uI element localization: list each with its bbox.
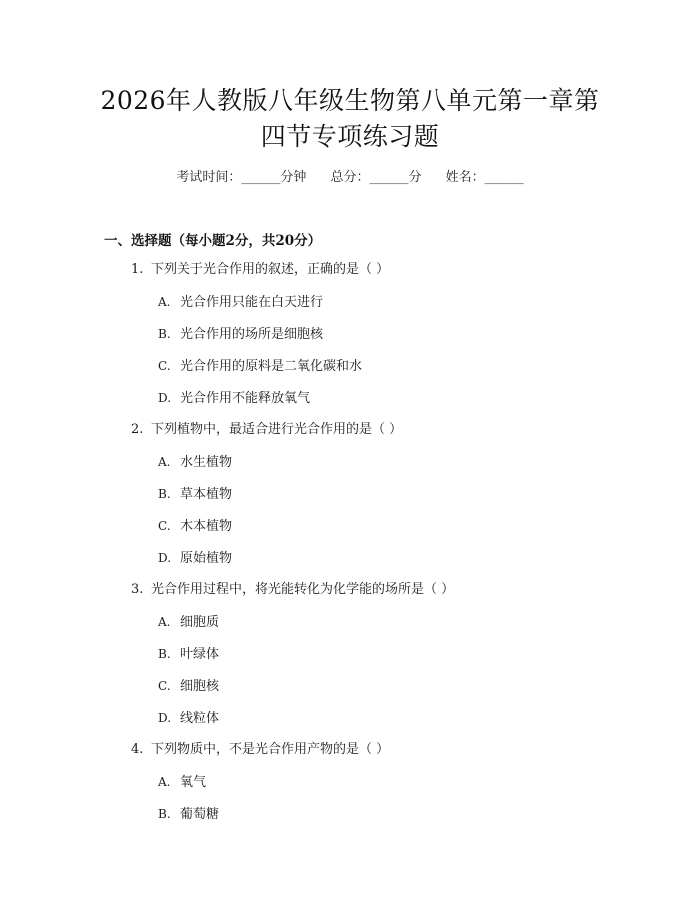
question-1-option-c	[158, 356, 362, 377]
student-name-label: 姓名：	[445, 170, 485, 185]
option-text: 光合作用的原料是二氧化碳和水	[180, 359, 363, 374]
option-text: 光合作用不能释放氧气	[180, 391, 311, 406]
question-2-option-c	[158, 516, 232, 537]
question-1-option-d	[158, 388, 310, 409]
option-letter: A.	[158, 455, 171, 469]
option-letter: C.	[158, 679, 171, 693]
option-text: 原始植物	[180, 551, 233, 566]
question-2-option-b	[158, 484, 232, 505]
question-text: 下列物质中，不是光合作用产物的是（ ）	[151, 742, 390, 757]
section-heading: 一、选择题（每小题2分，共20分）	[104, 233, 322, 249]
option-letter: A.	[158, 615, 171, 629]
option-letter: C.	[158, 359, 171, 373]
student-name-field	[446, 168, 524, 188]
question-1-option-b	[158, 324, 323, 345]
question-3-option-a	[158, 612, 219, 633]
exam-time-field	[176, 168, 306, 188]
question-number: 3.	[131, 582, 144, 597]
option-text: 氧气	[180, 775, 207, 790]
question-2	[131, 420, 402, 440]
question-4	[131, 740, 389, 760]
question-1	[131, 260, 389, 280]
option-letter: C.	[158, 519, 171, 533]
exam-time-unit: 分钟	[280, 170, 307, 185]
option-letter: D.	[158, 711, 172, 725]
question-text: 下列植物中，最适合进行光合作用的是（ ）	[151, 422, 403, 437]
option-text: 葡萄糖	[180, 807, 220, 822]
option-letter: B.	[158, 807, 171, 821]
total-score-blank: ______	[369, 170, 409, 185]
option-text: 水生植物	[180, 455, 233, 470]
total-score-field	[330, 168, 421, 188]
option-letter: D.	[158, 551, 172, 565]
option-text: 线粒体	[180, 711, 220, 726]
question-4-option-b	[158, 804, 219, 825]
total-score-label: 总分：	[330, 170, 370, 185]
option-text: 光合作用只能在白天进行	[180, 295, 324, 310]
option-letter: A.	[158, 295, 171, 309]
question-number: 1.	[131, 262, 144, 277]
exam-time-blank: ______	[241, 170, 281, 185]
question-3-option-b	[158, 644, 219, 665]
option-letter: B.	[158, 647, 171, 661]
question-4-option-a	[158, 772, 206, 793]
option-text: 草本植物	[180, 487, 233, 502]
question-3	[131, 580, 454, 600]
document-title-line-2: 四节专项练习题	[260, 122, 440, 151]
question-text: 光合作用过程中，将光能转化为化学能的场所是（ ）	[151, 582, 455, 597]
option-letter: D.	[158, 391, 172, 405]
option-letter: B.	[158, 487, 171, 501]
question-3-option-d	[158, 708, 219, 729]
question-2-option-a	[158, 452, 232, 473]
question-number: 2.	[131, 422, 144, 437]
option-text: 细胞核	[180, 679, 220, 694]
option-letter: B.	[158, 327, 171, 341]
question-2-option-d	[158, 548, 232, 569]
question-number: 4.	[131, 742, 144, 757]
document-title-line-1: 2026年人教版八年级生物第八单元第一章第	[100, 86, 600, 115]
question-1-option-a	[158, 292, 323, 313]
option-text: 木本植物	[180, 519, 233, 534]
student-name-blank: ______	[484, 170, 524, 185]
question-3-option-c	[158, 676, 219, 697]
exam-info-line	[0, 168, 700, 188]
question-text: 下列关于光合作用的叙述，正确的是（ ）	[151, 262, 390, 277]
total-score-unit: 分	[408, 170, 422, 185]
option-text: 光合作用的场所是细胞核	[180, 327, 324, 342]
option-text: 叶绿体	[180, 647, 220, 662]
option-letter: A.	[158, 775, 171, 789]
exam-time-label: 考试时间：	[176, 170, 242, 185]
option-text: 细胞质	[180, 615, 220, 630]
